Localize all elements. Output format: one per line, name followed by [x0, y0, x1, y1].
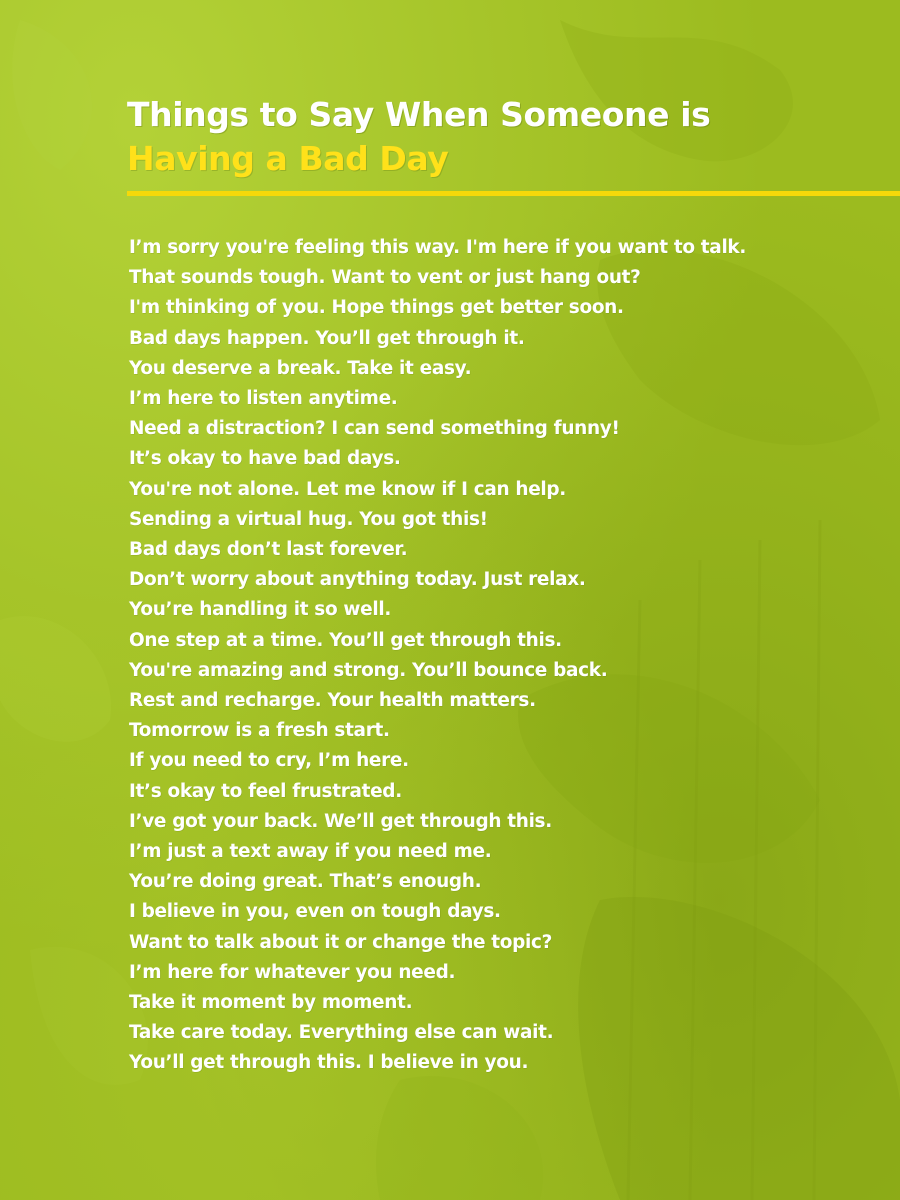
phrase-item: I'm thinking of you. Hope things get better soon. [129, 297, 624, 319]
phrase-item: You’ll get through this. I believe in you. [129, 1052, 529, 1074]
phrase-list [129, 233, 746, 1079]
phrase-item: Tomorrow is a fresh start. [129, 720, 390, 742]
phrase-item: One step at a time. You’ll get through this. [129, 629, 562, 651]
title-line-2: Having a Bad Day [127, 139, 449, 178]
phrase-item: You’re handling it so well. [129, 599, 392, 621]
phrase-item: Take it moment by moment. [129, 992, 413, 1014]
phrase-item: It’s okay to feel frustrated. [129, 780, 402, 802]
phrase-item: I’m here for whatever you need. [129, 961, 456, 983]
phrase-item: You're not alone. Let me know if I can help. [129, 478, 566, 500]
phrase-item: You're amazing and strong. You’ll bounce back. [129, 659, 608, 681]
phrase-item: Take care today. Everything else can wait. [129, 1022, 554, 1044]
phrase-item: I’m just a text away if you need me. [129, 841, 492, 863]
phrase-item: Bad days happen. You’ll get through it. [129, 327, 525, 349]
phrase-item: Need a distraction? I can send something funny! [129, 418, 620, 440]
phrase-item: If you need to cry, I’m here. [129, 750, 409, 772]
phrase-item: You’re doing great. That’s enough. [129, 871, 482, 893]
phrase-item: Bad days don’t last forever. [129, 539, 408, 561]
phrase-item: I’ve got your back. We’ll get through this. [129, 810, 552, 832]
phrase-item: Want to talk about it or change the topic? [129, 931, 553, 953]
phrase-item: It’s okay to have bad days. [129, 448, 401, 470]
title-line-1: Things to Say When Someone is [127, 95, 711, 134]
phrase-item: Don’t worry about anything today. Just relax. [129, 569, 586, 591]
phrase-item: I’m sorry you're feeling this way. I'm here if you want to talk. [129, 237, 747, 258]
title-divider [127, 191, 900, 196]
phrase-item: That sounds tough. Want to vent or just hang out? [129, 267, 641, 289]
phrase-item: I’m here to listen anytime. [129, 388, 398, 410]
phrase-item: Sending a virtual hug. You got this! [129, 508, 488, 530]
phrase-item: Rest and recharge. Your health matters. [129, 690, 536, 712]
phrase-item: You deserve a break. Take it easy. [129, 357, 472, 379]
page-title [127, 93, 710, 181]
phrase-item: I believe in you, even on tough days. [129, 901, 501, 923]
